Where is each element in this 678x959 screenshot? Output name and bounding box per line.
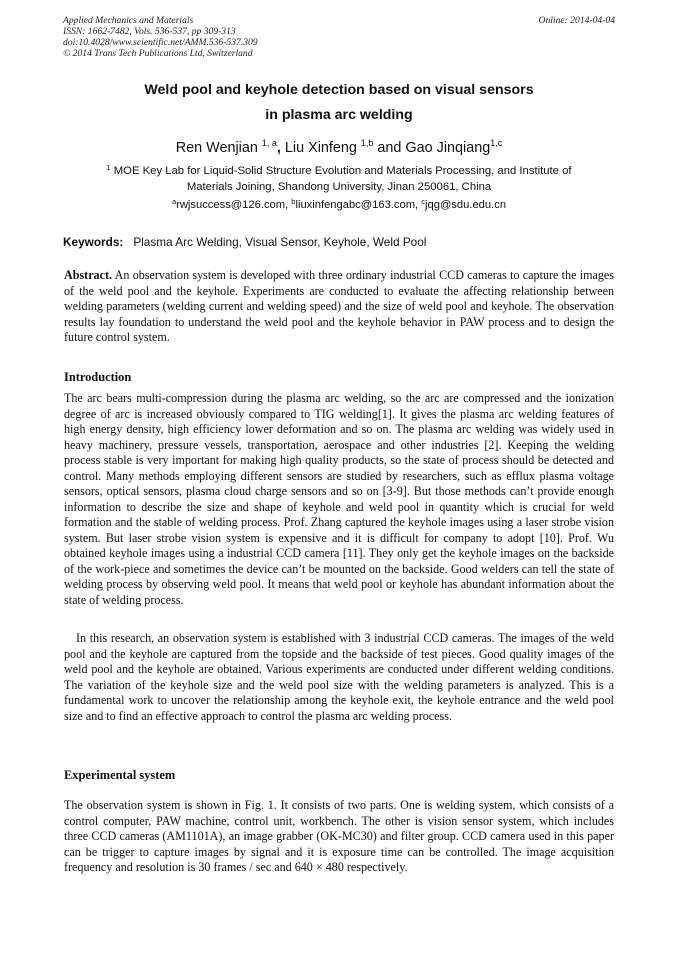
section-heading-experimental-system: Experimental system bbox=[64, 768, 176, 782]
abstract bbox=[64, 268, 614, 346]
author-emails: $^a$rwjsuccess@126.com, $^b$liuxinfengabc@163.com, $^c$jqg@sdu.edu.cn bbox=[171, 197, 507, 211]
introduction-paragraph-2: In this research, an observation system is established with 3 industrial CCD cameras. The images of the weld pool and the keyhole are captured from the topside and the backside of test pieces. Good quality images of the weld pool and the keyhole are obtained. Various experiments are conducted under different welding conditions. The variation of the keyhole size and the weld pool size with the welding parameters is analyzed. This is a fundamental work to uncover the relationship among the keyhole exit, the keyhole entrance and the weld pool size and to find an effective approach to control the plasma arc welding process. bbox=[64, 631, 614, 723]
author-name: Liu Xinfeng bbox=[284, 140, 361, 156]
paper-title-line-2: in plasma arc welding bbox=[265, 107, 413, 123]
affiliation-superscript: 1 bbox=[106, 163, 111, 172]
author-list bbox=[0, 140, 678, 156]
abstract-text: An observation system is developed with three ordinary industrial CCD cameras to capture the images of the weld pool and the keyhole. Experiments are conducted to evaluate the affecting relationship between welding parameters (welding current and welding speed) and the size of weld pool and keyhole. The observation results lay foundation to understand the weld pool and the keyhole behavior in PAW process and to design the future control system. bbox=[64, 268, 614, 344]
email-address: liuxinfengabc@163.com, bbox=[295, 199, 422, 211]
keywords bbox=[63, 235, 426, 249]
issn-line: ISSN: 1662-7482, Vols. 536-537, pp 309-313 bbox=[63, 26, 236, 37]
journal-header bbox=[63, 15, 258, 59]
email-address: jqg@sdu.edu.cn bbox=[425, 199, 507, 211]
author-superscript: 1, a bbox=[261, 138, 277, 148]
author-superscript: 1,b bbox=[360, 138, 374, 148]
author-superscript: 1,c bbox=[490, 138, 503, 148]
author-name: Gao Jinqiang bbox=[405, 140, 491, 156]
abstract-label: Abstract. bbox=[64, 268, 113, 282]
experimental-paragraph-1: The observation system is shown in Fig. 1. It consists of two parts. One is welding system, which consists of a control computer, PAW machine, control unit, workbench. The other is vision sensor system, which includes three CCD cameras (AM1101A), an image grabber (OK-MC30) and filter group. CCD camera used in this paper can be trigger to capture images by signal and it is exposure time can be controlled. The image acquisition frequency and resolution is 30 frames / sec and 640 × 480 respectively. bbox=[64, 798, 614, 874]
online-date: Online: 2014-04-04 bbox=[538, 15, 615, 26]
journal-name: Applied Mechanics and Materials bbox=[63, 15, 194, 26]
doi-line: doi:10.4028/www.scientific.net/AMM.536-537.309 bbox=[63, 37, 258, 48]
copyright-line: © 2014 Trans Tech Publications Ltd, Switzerland bbox=[63, 48, 253, 59]
affiliation-line-1: $^1$ MOE Key Lab for Liquid-Solid Structure Evolution and Materials Processing, and Institute of bbox=[106, 163, 572, 177]
affiliation-line-2: Materials Joining, Shandong University, Jinan 250061, China bbox=[186, 181, 492, 193]
introduction-paragraph-1: The arc bears multi-compression during the plasma arc welding, so the arc are compressed and the ionization degree of arc is increased obviously compared to TIG welding[1]. It gives the plasma arc welding features of high energy density, high efficiency lower deformation and so on. The plasma arc welding was widely used in heavy machinery, pressure vessels, transportation, aerospace and other industries [2]. Keeping the welding process stable is very important for making high quality products, so the state of process should be detected and control. Many methods employing different sensors are studied by researchers, such as efflux plasma voltage sensors, optical sensors, plasma cloud charge sensors and so on [3-9]. But those methods can’t provide enough information to describe the size and shape of keyhole and weld pool in quantity which is crucial for weld formation and the stable of welding process. Prof. Zhang captured the keyhole images using a laser strobe vision system. But laser strobe vision system is expensive and it is difficult for company to adopt [10]. Prof. Wu obtained keyhole images using a industrial CCD camera [11]. They only get the keyhole images on the backside of the work-piece and sometimes the device can’t be mounted on the backside. Good welders can tell the state of welding process by observing weld pool. It means that weld pool or keyhole has abundant information about the state of welding process. bbox=[64, 391, 614, 607]
author-name: Ren Wenjian bbox=[175, 140, 262, 156]
author-separator: , bbox=[276, 140, 285, 156]
paper-title-line-1: Weld pool and keyhole detection based on visual sensors bbox=[144, 82, 534, 98]
author-separator: and bbox=[373, 140, 406, 156]
email-address: rwjsuccess@126.com, bbox=[176, 199, 292, 211]
keywords-label: Keywords: bbox=[63, 235, 124, 249]
section-heading-introduction: Introduction bbox=[64, 370, 132, 384]
keywords-text: Plasma Arc Welding, Visual Sensor, Keyhole, Weld Pool bbox=[133, 235, 427, 249]
